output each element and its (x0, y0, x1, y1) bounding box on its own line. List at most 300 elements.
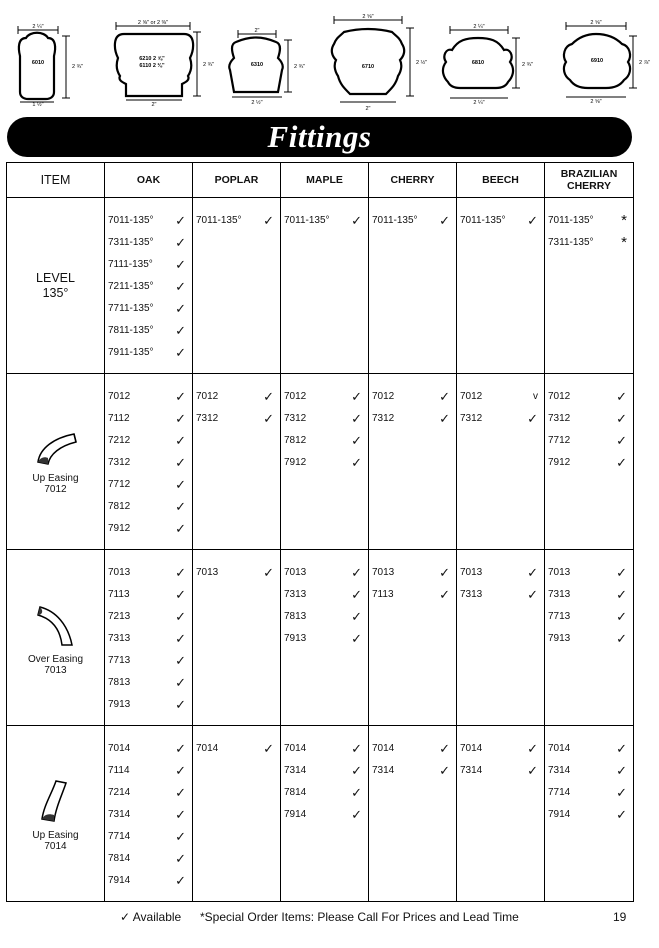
list-item (105, 803, 192, 825)
special-order-mark: * (621, 233, 627, 251)
list-item (105, 649, 192, 671)
availability-check-icon: ✓ (527, 410, 538, 426)
list-item (105, 275, 192, 297)
item-label: Up Easing (32, 830, 79, 841)
profile-top-dim: 2 ⅝" or 2 ⅜" (137, 20, 169, 26)
table-row (7, 198, 634, 374)
list-item (281, 407, 368, 429)
item-code: 135° (42, 285, 69, 300)
part-number: 7014 (548, 742, 571, 754)
availability-check-icon: v (533, 390, 538, 402)
part-number: 7011-135° (372, 214, 418, 226)
availability-check-icon: ✓ (351, 454, 362, 470)
cell-brazilian (545, 198, 634, 374)
part-number: 7011-135° (196, 214, 242, 226)
part-number: 7714 (548, 786, 571, 798)
list-item (193, 407, 280, 429)
part-number: 7812 (108, 500, 131, 512)
part-number: 7112 (108, 412, 130, 424)
cell-beech (457, 726, 545, 902)
availability-check-icon: ✓ (616, 630, 627, 646)
cell-poplar (193, 550, 281, 726)
part-number: 7013 (548, 566, 571, 578)
availability-check-icon: ✓ (439, 410, 450, 426)
part-number: 7012 (196, 390, 219, 402)
profile-bottom-dim: 1 ½" (32, 102, 44, 108)
list-item (105, 759, 192, 781)
part-number: 7212 (108, 434, 131, 446)
list-item (545, 385, 633, 407)
item-code: 7014 (44, 841, 67, 852)
part-number: 7011-135° (460, 214, 506, 226)
profile-id-6910: 6910 (590, 58, 604, 64)
part-number: 7712 (108, 478, 131, 490)
profile-bottom-dim: 2" (365, 106, 371, 112)
list-item (105, 407, 192, 429)
list-item (105, 671, 192, 693)
part-number: 7012 (284, 390, 307, 402)
cell-cherry (369, 550, 457, 726)
profile-top-dim: 2 ⅝" (590, 20, 602, 26)
availability-check-icon: ✓ (616, 762, 627, 778)
availability-check-icon: ✓ (351, 740, 362, 756)
profile-side-dim: 2 ¾" (522, 62, 534, 68)
part-number: 7011-135° (548, 214, 594, 226)
list-item (369, 561, 456, 583)
availability-check-icon: ✓ (616, 586, 627, 602)
cell-oak (105, 198, 193, 374)
part-number: 7311-135° (108, 236, 154, 248)
list-item (105, 869, 192, 891)
table-row (7, 374, 634, 550)
footer (0, 910, 659, 926)
list-item (105, 341, 192, 363)
availability-check-icon: ✓ (175, 322, 186, 338)
cell-maple (281, 726, 369, 902)
part-number: 7313 (284, 588, 307, 600)
availability-check-icon: ✓ (616, 564, 627, 580)
header-cherry: CHERRY (369, 163, 457, 198)
list-item (369, 759, 456, 781)
list-item (105, 847, 192, 869)
availability-check-icon: ✓ (439, 586, 450, 602)
part-number: 7314 (372, 764, 395, 776)
list-item (105, 385, 192, 407)
item-code: 7013 (44, 665, 67, 676)
part-number: 7911-135° (108, 346, 154, 358)
legend-special-order: *Special Order Items: Please Call For Prices and Lead Time (200, 910, 519, 924)
availability-check-icon: ✓ (351, 806, 362, 822)
list-item (105, 583, 192, 605)
availability-check-icon: ✓ (351, 212, 362, 228)
availability-check-icon: ✓ (175, 234, 186, 250)
list-item (545, 781, 633, 803)
header-brazilian-cherry-label: BRAZILIAN CHERRY (560, 168, 618, 192)
part-number: 7312 (108, 456, 131, 468)
availability-check-icon: ✓ (263, 564, 274, 580)
part-number: 7912 (284, 456, 307, 468)
part-number: 7312 (460, 412, 483, 424)
list-item (457, 209, 544, 231)
availability-check-icon: ✓ (175, 784, 186, 800)
availability-check-icon: ✓ (616, 784, 627, 800)
profile-top-dim: 2 ¼" (32, 24, 44, 30)
availability-check-icon: ✓ (263, 410, 274, 426)
availability-check-icon: ✓ (351, 432, 362, 448)
cell-brazilian (545, 374, 634, 550)
cell-poplar (193, 198, 281, 374)
availability-check-icon: ✓ (351, 564, 362, 580)
profile-side-dim: 2 ¾" (72, 64, 84, 70)
item-label: Up Easing (32, 473, 79, 484)
availability-check-icon: ✓ (175, 410, 186, 426)
profile-id-6810: 6810 (471, 60, 485, 66)
availability-check-icon: ✓ (527, 740, 538, 756)
availability-check-icon: ✓ (175, 806, 186, 822)
list-item (105, 231, 192, 253)
cell-maple (281, 198, 369, 374)
availability-check-icon: ✓ (616, 432, 627, 448)
list-item (281, 209, 368, 231)
availability-check-icon: ✓ (175, 278, 186, 294)
part-number: 7014 (284, 742, 307, 754)
list-item (281, 803, 368, 825)
list-item (281, 759, 368, 781)
list-item (105, 627, 192, 649)
item-code: 7012 (44, 484, 67, 495)
list-item (281, 781, 368, 803)
part-number: 7313 (548, 588, 571, 600)
part-number: 7712 (548, 434, 571, 446)
profile-id-6010: 6010 (31, 60, 45, 66)
part-number: 7914 (284, 808, 307, 820)
part-number: 7314 (284, 764, 307, 776)
list-item (545, 231, 633, 253)
part-number: 7014 (372, 742, 395, 754)
availability-check-icon: ✓ (616, 454, 627, 470)
part-number: 7014 (460, 742, 483, 754)
availability-check-icon: ✓ (263, 212, 274, 228)
part-number: 7912 (108, 522, 131, 534)
profile-id-6110: 6110 2 ⅜" (139, 63, 165, 69)
list-item (105, 319, 192, 341)
availability-check-icon: ✓ (527, 586, 538, 602)
part-number: 7012 (460, 390, 483, 402)
availability-check-icon: ✓ (351, 388, 362, 404)
item-label: Over Easing (27, 654, 84, 665)
availability-check-icon: ✓ (175, 696, 186, 712)
list-item (105, 429, 192, 451)
part-number: 7113 (372, 588, 394, 600)
cell-brazilian (545, 550, 634, 726)
item-cell (7, 726, 105, 902)
item-cell (7, 198, 105, 374)
profile-bottom-dim: 2 ½" (251, 100, 263, 106)
list-item (105, 693, 192, 715)
availability-check-icon: ✓ (351, 630, 362, 646)
cell-oak (105, 550, 193, 726)
profile-bottom-dim: 2" (151, 102, 157, 108)
list-item (545, 803, 633, 825)
availability-check-icon: ✓ (351, 586, 362, 602)
availability-check-icon: ✓ (175, 476, 186, 492)
cell-poplar (193, 726, 281, 902)
part-number: 7111-135° (108, 258, 153, 270)
part-number: 7913 (284, 632, 307, 644)
cell-poplar (193, 374, 281, 550)
list-item (193, 209, 280, 231)
availability-check-icon: ✓ (175, 762, 186, 778)
part-number: 7713 (548, 610, 571, 622)
part-number: 7011-135° (284, 214, 330, 226)
availability-check-icon: ✓ (175, 828, 186, 844)
list-item (281, 451, 368, 473)
profile-top-dim: 2" (254, 28, 260, 34)
availability-check-icon: ✓ (616, 806, 627, 822)
special-order-mark: * (621, 211, 627, 229)
list-item (105, 209, 192, 231)
availability-check-icon: ✓ (175, 300, 186, 316)
availability-check-icon: ✓ (527, 212, 538, 228)
part-number: 7012 (372, 390, 395, 402)
list-item (281, 583, 368, 605)
cell-maple (281, 374, 369, 550)
part-number: 7011-135° (108, 214, 154, 226)
part-number: 7312 (548, 412, 571, 424)
legend-available: ✓ Available (120, 910, 182, 924)
part-number: 7313 (460, 588, 483, 600)
availability-check-icon: ✓ (175, 564, 186, 580)
cell-beech (457, 374, 545, 550)
availability-check-icon: ✓ (439, 762, 450, 778)
part-number: 7913 (108, 698, 131, 710)
part-number: 7214 (108, 786, 131, 798)
part-number: 7012 (108, 390, 131, 402)
part-number: 7914 (548, 808, 571, 820)
cell-oak (105, 374, 193, 550)
list-item (545, 209, 633, 231)
page-number: 19 (613, 910, 627, 924)
list-item (105, 517, 192, 539)
part-number: 7813 (284, 610, 307, 622)
list-item (105, 781, 192, 803)
banner-title: Fittings (267, 119, 372, 154)
list-item (545, 429, 633, 451)
part-number: 7014 (108, 742, 131, 754)
availability-check-icon: ✓ (175, 652, 186, 668)
part-number: 7013 (372, 566, 395, 578)
cell-brazilian (545, 726, 634, 902)
fittings-table (6, 162, 634, 902)
list-item (281, 385, 368, 407)
part-number: 7113 (108, 588, 130, 600)
availability-check-icon: ✓ (175, 520, 186, 536)
list-item (545, 583, 633, 605)
header-maple: MAPLE (281, 163, 369, 198)
availability-check-icon: ✓ (175, 498, 186, 514)
availability-check-icon: ✓ (439, 212, 450, 228)
profile-top-dim: 2 ¼" (473, 24, 485, 30)
list-item (457, 759, 544, 781)
list-item (105, 297, 192, 319)
part-number: 7013 (284, 566, 307, 578)
part-number: 7314 (108, 808, 131, 820)
list-item (369, 209, 456, 231)
profile-side-dim: 2 ¾" (294, 64, 306, 70)
availability-check-icon: ✓ (439, 388, 450, 404)
part-number: 7012 (548, 390, 571, 402)
availability-check-icon: ✓ (175, 608, 186, 624)
list-item (281, 737, 368, 759)
list-item (545, 451, 633, 473)
table-row (7, 550, 634, 726)
up-easing-icon (7, 428, 104, 471)
availability-check-icon: ✓ (616, 608, 627, 624)
availability-check-icon: ✓ (351, 784, 362, 800)
part-number: 7014 (196, 742, 219, 754)
profile-side-dim: 2 ⅞" (639, 60, 651, 66)
part-number: 7914 (108, 874, 131, 886)
list-item (193, 737, 280, 759)
header-beech: BEECH (457, 163, 545, 198)
availability-check-icon: ✓ (175, 256, 186, 272)
part-number: 7913 (548, 632, 571, 644)
list-item (105, 253, 192, 275)
cell-cherry (369, 726, 457, 902)
availability-check-icon: ✓ (175, 212, 186, 228)
list-item (545, 605, 633, 627)
availability-check-icon: ✓ (175, 586, 186, 602)
availability-check-icon: ✓ (175, 674, 186, 690)
profile-6710 (332, 16, 414, 102)
part-number: 7912 (548, 456, 571, 468)
list-item (369, 583, 456, 605)
item-cell (7, 550, 105, 726)
availability-check-icon: ✓ (175, 388, 186, 404)
availability-check-icon: ✓ (439, 564, 450, 580)
header-item: ITEM (7, 163, 105, 198)
availability-check-icon: ✓ (616, 388, 627, 404)
table-header-row (7, 163, 634, 198)
cell-beech (457, 198, 545, 374)
part-number: 7211-135° (108, 280, 154, 292)
availability-check-icon: ✓ (263, 388, 274, 404)
over-easing-icon (7, 599, 104, 652)
availability-check-icon: ✓ (616, 410, 627, 426)
cell-oak (105, 726, 193, 902)
cell-maple (281, 550, 369, 726)
part-number: 7711-135° (108, 302, 154, 314)
header-poplar: POPLAR (193, 163, 281, 198)
cell-cherry (369, 374, 457, 550)
item-label: LEVEL (36, 270, 75, 285)
list-item (281, 627, 368, 649)
list-item (105, 561, 192, 583)
profile-bottom-dim: 2 ⅝" (590, 99, 602, 105)
profile-id-6310: 6310 (250, 62, 264, 68)
header-brazilian-cherry (545, 163, 634, 198)
part-number: 7013 (196, 566, 219, 578)
list-item (369, 407, 456, 429)
part-number: 7312 (196, 412, 219, 424)
part-number: 7811-135° (108, 324, 154, 336)
profile-top-dim: 2 ⅝" (362, 14, 374, 20)
list-item (105, 473, 192, 495)
list-item (457, 583, 544, 605)
item-cell (7, 374, 105, 550)
part-number: 7314 (548, 764, 571, 776)
list-item (105, 495, 192, 517)
cell-cherry (369, 198, 457, 374)
availability-check-icon: ✓ (175, 630, 186, 646)
list-item (105, 825, 192, 847)
profile-side-dim: 2 ¾" (203, 62, 215, 68)
availability-check-icon: ✓ (175, 872, 186, 888)
part-number: 7814 (284, 786, 307, 798)
up-easing-7014-icon (7, 775, 104, 828)
part-number: 7812 (284, 434, 307, 446)
list-item (545, 627, 633, 649)
availability-check-icon: ✓ (175, 740, 186, 756)
availability-check-icon: ✓ (351, 410, 362, 426)
list-item (369, 385, 456, 407)
part-number: 7814 (108, 852, 131, 864)
profile-id-6210: 6210 2 ⅝" (139, 56, 165, 62)
list-item (545, 737, 633, 759)
availability-check-icon: ✓ (175, 344, 186, 360)
list-item (369, 737, 456, 759)
fittings-banner (7, 117, 632, 157)
header-oak: OAK (105, 163, 193, 198)
list-item (193, 561, 280, 583)
part-number: 7312 (372, 412, 395, 424)
list-item (105, 605, 192, 627)
part-number: 7714 (108, 830, 131, 842)
list-item (545, 407, 633, 429)
list-item (281, 561, 368, 583)
part-number: 7312 (284, 412, 307, 424)
part-number: 7213 (108, 610, 131, 622)
part-number: 7813 (108, 676, 131, 688)
list-item (281, 429, 368, 451)
part-number: 7713 (108, 654, 131, 666)
availability-check-icon: ✓ (175, 454, 186, 470)
availability-check-icon: ✓ (616, 740, 627, 756)
availability-check-icon: ✓ (351, 762, 362, 778)
availability-check-icon: ✓ (351, 608, 362, 624)
list-item (457, 737, 544, 759)
handrail-profiles (0, 0, 659, 112)
part-number: 7013 (460, 566, 483, 578)
list-item (281, 605, 368, 627)
list-item (545, 759, 633, 781)
availability-check-icon: ✓ (527, 762, 538, 778)
profile-bottom-dim: 2 ¼" (473, 100, 485, 106)
availability-check-icon: ✓ (527, 564, 538, 580)
list-item (457, 561, 544, 583)
list-item (457, 407, 544, 429)
list-item (193, 385, 280, 407)
table-row (7, 726, 634, 902)
part-number: 7313 (108, 632, 131, 644)
cell-beech (457, 550, 545, 726)
list-item (105, 451, 192, 473)
availability-check-icon: ✓ (439, 740, 450, 756)
availability-check-icon: ✓ (263, 740, 274, 756)
list-item (545, 561, 633, 583)
profile-side-dim: 2 ½" (416, 60, 428, 66)
availability-check-icon: ✓ (175, 432, 186, 448)
